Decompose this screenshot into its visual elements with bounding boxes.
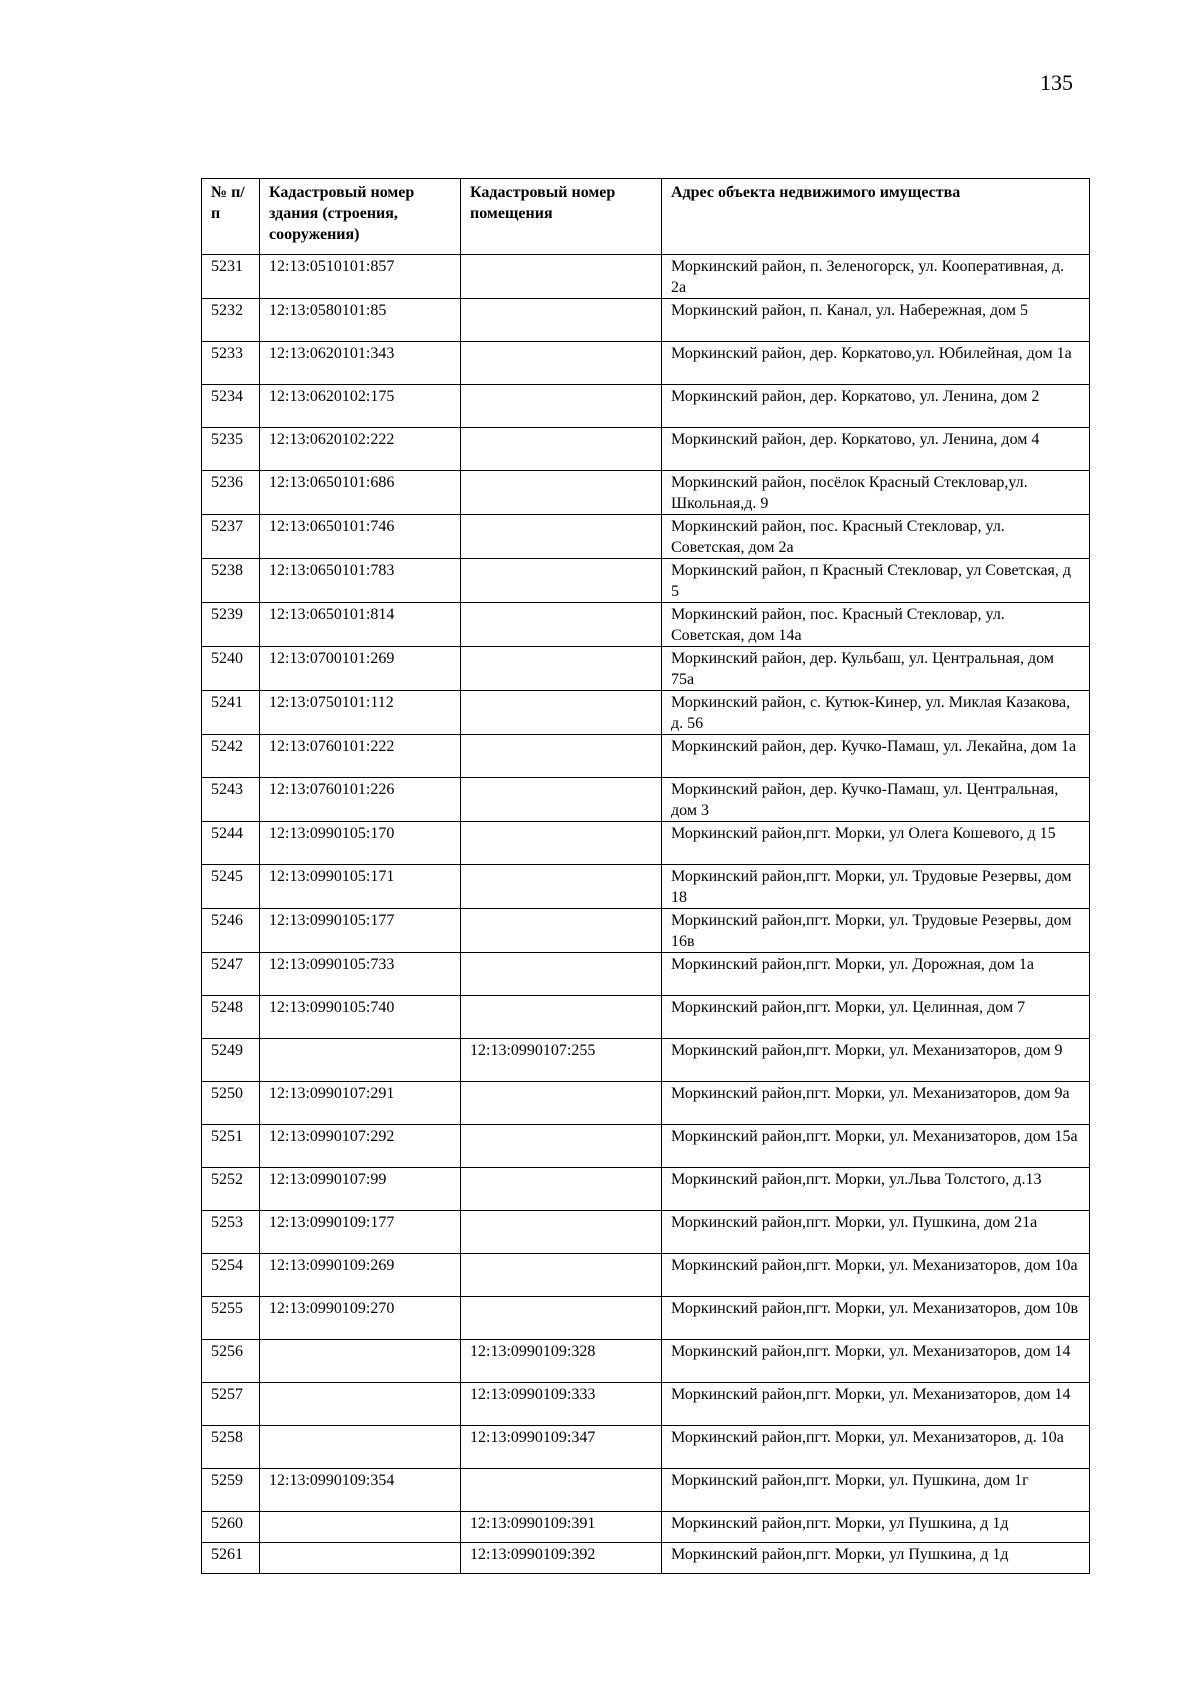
building-cadastral-cell — [260, 1340, 461, 1383]
building-cadastral-cell — [260, 1039, 461, 1082]
building-cadastral-cell: 12:13:0990105:177 — [260, 909, 461, 953]
table-row — [202, 471, 1090, 515]
premises-cadastral-cell — [461, 953, 662, 996]
address-cell: Моркинский район,пгт. Морки, ул. Пушкина, дом 1г — [662, 1469, 1090, 1512]
address-cell: Моркинский район,пгт. Морки, ул. Механизаторов, дом 10в — [662, 1297, 1090, 1340]
row-number-cell: 5257 — [202, 1383, 260, 1426]
address-cell: Моркинский район, с. Кутюк-Кинер, ул. Миклая Казакова, д. 56 — [662, 691, 1090, 735]
premises-cadastral-cell: 12:13:0990109:333 — [461, 1383, 662, 1426]
table-row — [202, 996, 1090, 1039]
row-number-cell: 5240 — [202, 647, 260, 691]
row-number-cell: 5252 — [202, 1168, 260, 1211]
table-row — [202, 1254, 1090, 1297]
table-row — [202, 1340, 1090, 1383]
row-number-cell: 5233 — [202, 342, 260, 385]
table-row — [202, 1512, 1090, 1543]
table-row — [202, 428, 1090, 471]
building-cadastral-cell: 12:13:0750101:112 — [260, 691, 461, 735]
address-cell: Моркинский район, посёлок Красный Стекловар,ул. Школьная,д. 9 — [662, 471, 1090, 515]
premises-cadastral-cell — [461, 471, 662, 515]
row-number-cell: 5253 — [202, 1211, 260, 1254]
address-cell: Моркинский район,пгт. Морки, ул Пушкина, д 1д — [662, 1543, 1090, 1574]
row-number-cell: 5259 — [202, 1469, 260, 1512]
address-cell: Моркинский район, дер. Коркатово, ул. Ленина, дом 2 — [662, 385, 1090, 428]
premises-cadastral-cell: 12:13:0990109:392 — [461, 1543, 662, 1574]
address-cell: Моркинский район,пгт. Морки, ул.Льва Толстого, д.13 — [662, 1168, 1090, 1211]
table-row — [202, 865, 1090, 909]
building-cadastral-cell: 12:13:0760101:222 — [260, 735, 461, 778]
table-row — [202, 735, 1090, 778]
table-row — [202, 1211, 1090, 1254]
premises-cadastral-cell — [461, 385, 662, 428]
table-row — [202, 1082, 1090, 1125]
row-number-cell: 5232 — [202, 299, 260, 342]
premises-cadastral-cell — [461, 342, 662, 385]
row-number-cell: 5261 — [202, 1543, 260, 1574]
row-number-cell: 5236 — [202, 471, 260, 515]
premises-cadastral-cell — [461, 1082, 662, 1125]
premises-cadastral-cell — [461, 691, 662, 735]
address-cell: Моркинский район,пгт. Морки, ул. Механизаторов, дом 10а — [662, 1254, 1090, 1297]
table-row — [202, 1426, 1090, 1469]
address-cell: Моркинский район, дер. Коркатово, ул. Ленина, дом 4 — [662, 428, 1090, 471]
row-number-cell: 5239 — [202, 603, 260, 647]
row-number-cell: 5243 — [202, 778, 260, 822]
building-cadastral-cell: 12:13:0990105:740 — [260, 996, 461, 1039]
row-number-cell: 5258 — [202, 1426, 260, 1469]
table-row — [202, 691, 1090, 735]
address-cell: Моркинский район,пгт. Морки, ул Пушкина, д 1д — [662, 1512, 1090, 1543]
property-registry-table — [201, 178, 1090, 1574]
row-number-cell: 5247 — [202, 953, 260, 996]
row-number-cell: 5241 — [202, 691, 260, 735]
building-cadastral-cell: 12:13:0990109:269 — [260, 1254, 461, 1297]
premises-cadastral-cell — [461, 1211, 662, 1254]
building-cadastral-cell: 12:13:0990107:99 — [260, 1168, 461, 1211]
header-building-cadastral: Кадастровый номер здания (строения, сооружения) — [260, 179, 461, 255]
address-cell: Моркинский район,пгт. Морки, ул. Механизаторов, д. 10а — [662, 1426, 1090, 1469]
header-num: № п/п — [202, 179, 260, 255]
table-header-row — [202, 179, 1090, 255]
building-cadastral-cell: 12:13:0990105:170 — [260, 822, 461, 865]
header-address: Адрес объекта недвижимого имущества — [662, 179, 1090, 255]
address-cell: Моркинский район,пгт. Морки, ул. Трудовые Резервы, дом 18 — [662, 865, 1090, 909]
premises-cadastral-cell — [461, 778, 662, 822]
premises-cadastral-cell — [461, 299, 662, 342]
address-cell: Моркинский район,пгт. Морки, ул. Механизаторов, дом 9а — [662, 1082, 1090, 1125]
building-cadastral-cell: 12:13:0990107:291 — [260, 1082, 461, 1125]
table-row — [202, 647, 1090, 691]
building-cadastral-cell: 12:13:0990109:354 — [260, 1469, 461, 1512]
row-number-cell: 5260 — [202, 1512, 260, 1543]
premises-cadastral-cell: 12:13:0990109:328 — [461, 1340, 662, 1383]
premises-cadastral-cell: 12:13:0990107:255 — [461, 1039, 662, 1082]
building-cadastral-cell: 12:13:0760101:226 — [260, 778, 461, 822]
building-cadastral-cell: 12:13:0990105:733 — [260, 953, 461, 996]
table-row — [202, 1168, 1090, 1211]
table-row — [202, 1039, 1090, 1082]
address-cell: Моркинский район, дер. Кучко-Памаш, ул. Лекайна, дом 1а — [662, 735, 1090, 778]
table-row — [202, 255, 1090, 299]
address-cell: Моркинский район, пос. Красный Стекловар, ул. Советская, дом 2а — [662, 515, 1090, 559]
address-cell: Моркинский район, п. Зеленогорск, ул. Кооперативная, д. 2а — [662, 255, 1090, 299]
page-number: 135 — [1040, 70, 1073, 95]
address-cell: Моркинский район,пгт. Морки, ул. Трудовые Резервы, дом 16в — [662, 909, 1090, 953]
address-cell: Моркинский район, пос. Красный Стекловар, ул. Советская, дом 14а — [662, 603, 1090, 647]
address-cell: Моркинский район, п Красный Стекловар, ул Советская, д 5 — [662, 559, 1090, 603]
premises-cadastral-cell — [461, 735, 662, 778]
table-row — [202, 342, 1090, 385]
premises-cadastral-cell — [461, 865, 662, 909]
table-body — [202, 255, 1090, 1574]
premises-cadastral-cell — [461, 255, 662, 299]
building-cadastral-cell: 12:13:0700101:269 — [260, 647, 461, 691]
building-cadastral-cell: 12:13:0510101:857 — [260, 255, 461, 299]
premises-cadastral-cell — [461, 1297, 662, 1340]
address-cell: Моркинский район, дер. Кульбаш, ул. Центральная, дом 75а — [662, 647, 1090, 691]
premises-cadastral-cell — [461, 1168, 662, 1211]
table-row — [202, 515, 1090, 559]
address-cell: Моркинский район,пгт. Морки, ул. Механизаторов, дом 15а — [662, 1125, 1090, 1168]
table-row — [202, 909, 1090, 953]
table-row — [202, 1383, 1090, 1426]
row-number-cell: 5235 — [202, 428, 260, 471]
table-row — [202, 822, 1090, 865]
premises-cadastral-cell — [461, 822, 662, 865]
building-cadastral-cell — [260, 1543, 461, 1574]
table-row — [202, 603, 1090, 647]
table-row — [202, 778, 1090, 822]
table-row — [202, 559, 1090, 603]
table-row — [202, 953, 1090, 996]
premises-cadastral-cell — [461, 996, 662, 1039]
row-number-cell: 5242 — [202, 735, 260, 778]
table-row — [202, 1543, 1090, 1574]
row-number-cell: 5238 — [202, 559, 260, 603]
premises-cadastral-cell — [461, 515, 662, 559]
building-cadastral-cell: 12:13:0620102:222 — [260, 428, 461, 471]
row-number-cell: 5246 — [202, 909, 260, 953]
premises-cadastral-cell — [461, 1469, 662, 1512]
address-cell: Моркинский район,пгт. Морки, ул. Целинная, дом 7 — [662, 996, 1090, 1039]
table-row — [202, 1297, 1090, 1340]
row-number-cell: 5234 — [202, 385, 260, 428]
table-row — [202, 299, 1090, 342]
premises-cadastral-cell — [461, 559, 662, 603]
row-number-cell: 5255 — [202, 1297, 260, 1340]
row-number-cell: 5256 — [202, 1340, 260, 1383]
table-row — [202, 1125, 1090, 1168]
address-cell: Моркинский район,пгт. Морки, ул. Механизаторов, дом 14 — [662, 1340, 1090, 1383]
building-cadastral-cell — [260, 1426, 461, 1469]
row-number-cell: 5251 — [202, 1125, 260, 1168]
table-row — [202, 1469, 1090, 1512]
premises-cadastral-cell — [461, 909, 662, 953]
building-cadastral-cell: 12:13:0650101:686 — [260, 471, 461, 515]
row-number-cell: 5237 — [202, 515, 260, 559]
address-cell: Моркинский район, дер. Кучко-Памаш, ул. Центральная, дом 3 — [662, 778, 1090, 822]
row-number-cell: 5250 — [202, 1082, 260, 1125]
address-cell: Моркинский район,пгт. Морки, ул. Механизаторов, дом 14 — [662, 1383, 1090, 1426]
premises-cadastral-cell — [461, 1125, 662, 1168]
address-cell: Моркинский район, дер. Коркатово,ул. Юбилейная, дом 1а — [662, 342, 1090, 385]
address-cell: Моркинский район, п. Канал, ул. Набережная, дом 5 — [662, 299, 1090, 342]
row-number-cell: 5254 — [202, 1254, 260, 1297]
row-number-cell: 5245 — [202, 865, 260, 909]
premises-cadastral-cell — [461, 647, 662, 691]
building-cadastral-cell — [260, 1512, 461, 1543]
building-cadastral-cell: 12:13:0650101:746 — [260, 515, 461, 559]
address-cell: Моркинский район,пгт. Морки, ул Олега Кошевого, д 15 — [662, 822, 1090, 865]
row-number-cell: 5248 — [202, 996, 260, 1039]
address-cell: Моркинский район,пгт. Морки, ул. Пушкина, дом 21а — [662, 1211, 1090, 1254]
building-cadastral-cell — [260, 1383, 461, 1426]
building-cadastral-cell: 12:13:0990105:171 — [260, 865, 461, 909]
table-row — [202, 385, 1090, 428]
building-cadastral-cell: 12:13:0620102:175 — [260, 385, 461, 428]
address-cell: Моркинский район,пгт. Морки, ул. Механизаторов, дом 9 — [662, 1039, 1090, 1082]
header-premises-cadastral: Кадастровый номер помещения — [461, 179, 662, 255]
premises-cadastral-cell — [461, 428, 662, 471]
address-cell: Моркинский район,пгт. Морки, ул. Дорожная, дом 1а — [662, 953, 1090, 996]
building-cadastral-cell: 12:13:0650101:814 — [260, 603, 461, 647]
premises-cadastral-cell — [461, 1254, 662, 1297]
building-cadastral-cell: 12:13:0650101:783 — [260, 559, 461, 603]
building-cadastral-cell: 12:13:0990109:270 — [260, 1297, 461, 1340]
premises-cadastral-cell — [461, 603, 662, 647]
premises-cadastral-cell: 12:13:0990109:347 — [461, 1426, 662, 1469]
row-number-cell: 5231 — [202, 255, 260, 299]
building-cadastral-cell: 12:13:0990107:292 — [260, 1125, 461, 1168]
row-number-cell: 5249 — [202, 1039, 260, 1082]
building-cadastral-cell: 12:13:0580101:85 — [260, 299, 461, 342]
row-number-cell: 5244 — [202, 822, 260, 865]
building-cadastral-cell: 12:13:0620101:343 — [260, 342, 461, 385]
building-cadastral-cell: 12:13:0990109:177 — [260, 1211, 461, 1254]
premises-cadastral-cell: 12:13:0990109:391 — [461, 1512, 662, 1543]
